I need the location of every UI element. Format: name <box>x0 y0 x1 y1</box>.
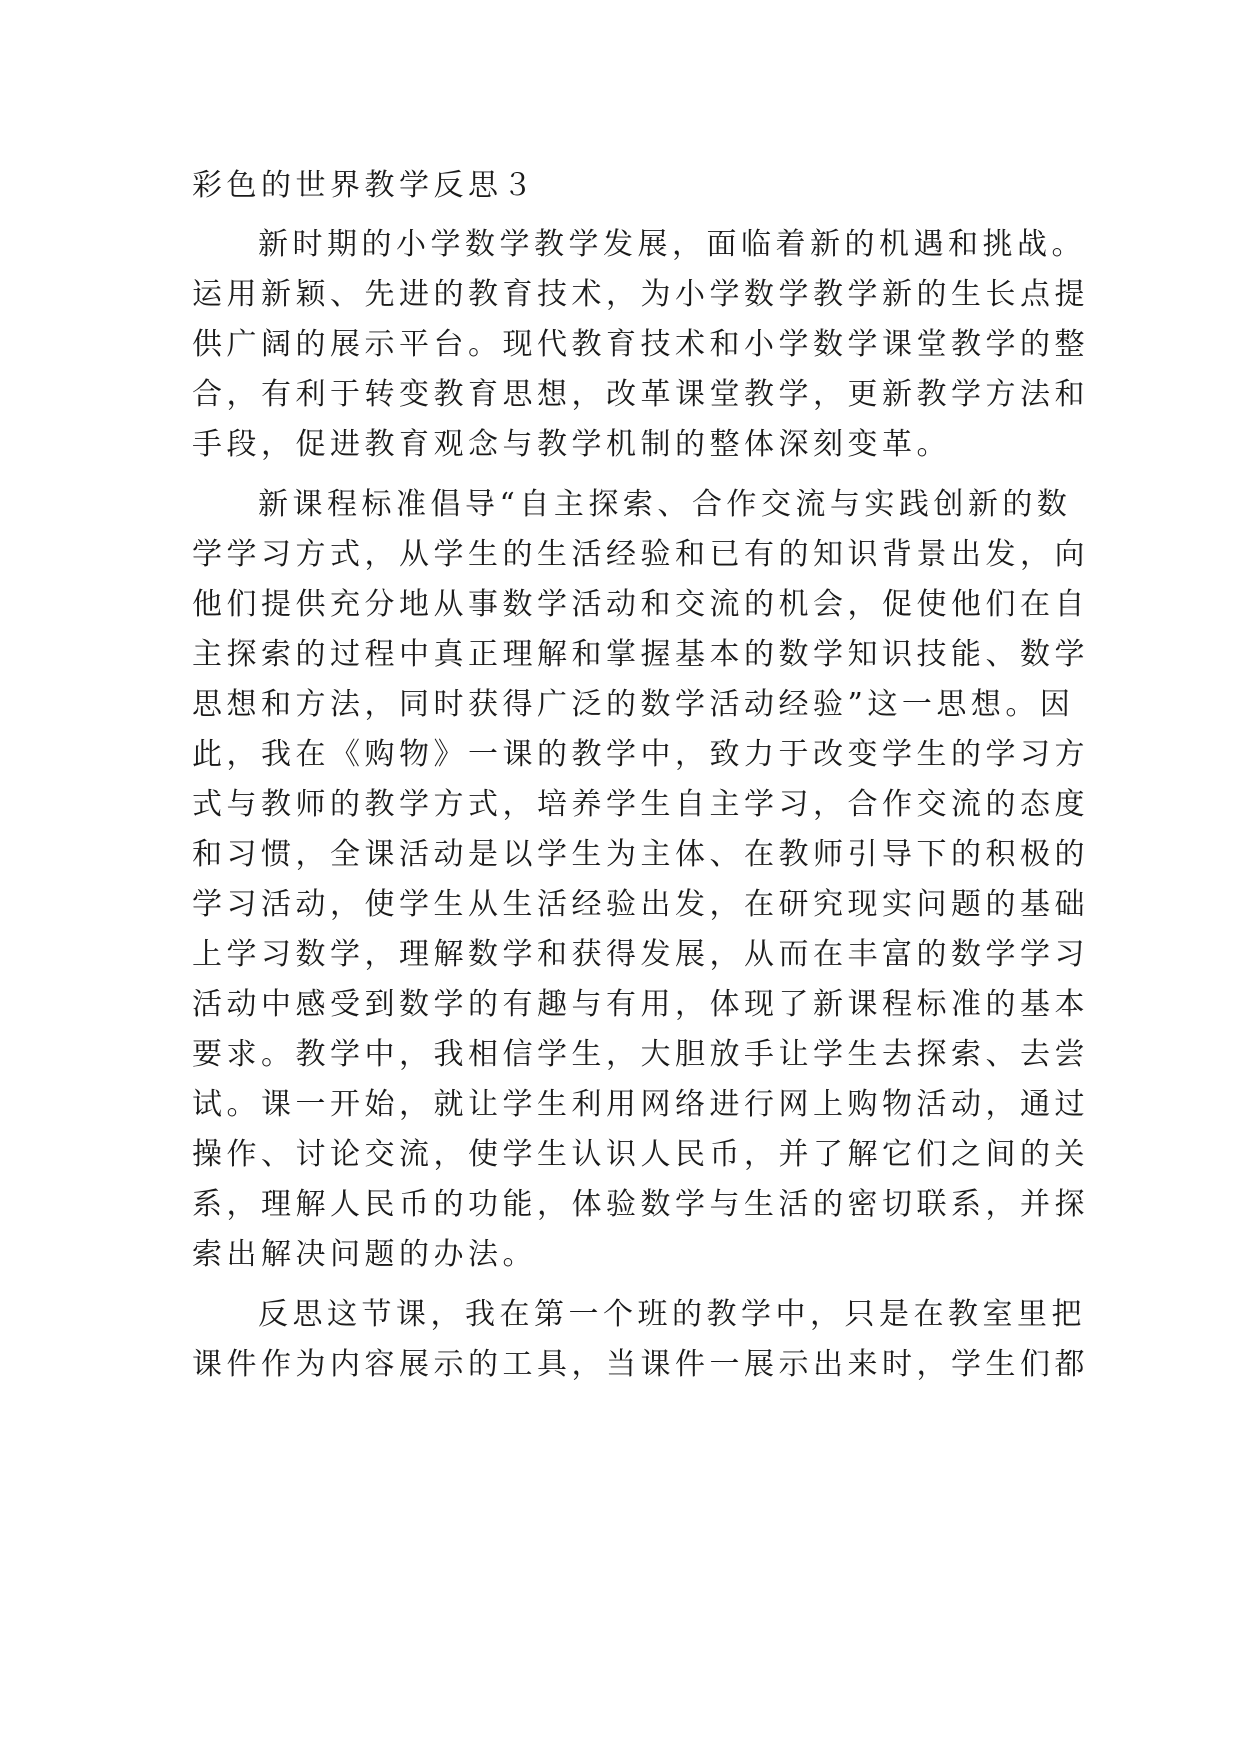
paragraph-line: 供广阔的展示平台。现代教育技术和小学数学课堂教学的整 <box>192 327 1089 362</box>
paragraph-line: 主探索的过程中真正理解和掌握基本的数学知识技能、数学 <box>192 637 1089 672</box>
paragraph-line: 试。课一开始，就让学生利用网络进行网上购物活动，通过 <box>192 1087 1089 1122</box>
paragraph-line: 学习活动，使学生从生活经验出发，在研究现实问题的基础 <box>192 887 1089 922</box>
paragraph-line: 合，有利于转变教育思想，改革课堂教学，更新教学方法和 <box>192 377 1089 412</box>
document-body <box>192 162 1089 1400</box>
paragraph-line: 手段，促进教育观念与教学机制的整体深刻变革。 <box>192 427 951 462</box>
paragraph-line: 学学习方式，从学生的生活经验和已有的知识背景出发，向 <box>192 537 1089 572</box>
paragraph-line: 思想和方法，同时获得广泛的数学活动经验”这一思想。因 <box>192 687 1075 722</box>
paragraph-line: 索出解决问题的办法。 <box>192 1237 537 1272</box>
paragraph-line: 课件作为内容展示的工具，当课件一展示出来时，学生们都 <box>192 1347 1089 1382</box>
paragraph-line: 和习惯，全课活动是以学生为主体、在教师引导下的积极的 <box>192 837 1089 872</box>
paragraph-line: 活动中感受到数学的有趣与有用，体现了新课程标准的基本 <box>192 987 1089 1022</box>
paragraph-line: 他们提供充分地从事数学活动和交流的机会，促使他们在自 <box>192 587 1089 622</box>
paragraph-line: 操作、讨论交流，使学生认识人民币，并了解它们之间的关 <box>192 1137 1089 1172</box>
paragraph-line: 上学习数学，理解数学和获得发展，从而在丰富的数学学习 <box>192 937 1089 972</box>
paragraph-line: 此，我在《购物》一课的教学中，致力于改变学生的学习方 <box>192 737 1089 772</box>
paragraph-line: 新时期的小学数学教学发展，面临着新的机遇和挑战。 <box>258 227 1086 262</box>
paragraph-3 <box>192 1290 1089 1390</box>
paragraph-line: 新课程标准倡导“自主探索、合作交流与实践创新的数 <box>258 487 1072 522</box>
paragraph-line: 反思这节课，我在第一个班的教学中，只是在教室里把 <box>258 1297 1086 1332</box>
paragraph-line: 运用新颖、先进的教育技术，为小学数学教学新的生长点提 <box>192 277 1089 312</box>
document-title: 彩色的世界教学反思３ <box>192 168 537 203</box>
paragraph-2 <box>192 480 1089 1280</box>
paragraph-line: 式与教师的教学方式，培养学生自主学习，合作交流的态度 <box>192 787 1089 822</box>
paragraph-line: 系，理解人民币的功能，体验数学与生活的密切联系，并探 <box>192 1187 1089 1222</box>
paragraph-1 <box>192 220 1089 470</box>
paragraph-line: 要求。教学中，我相信学生，大胆放手让学生去探索、去尝 <box>192 1037 1089 1072</box>
